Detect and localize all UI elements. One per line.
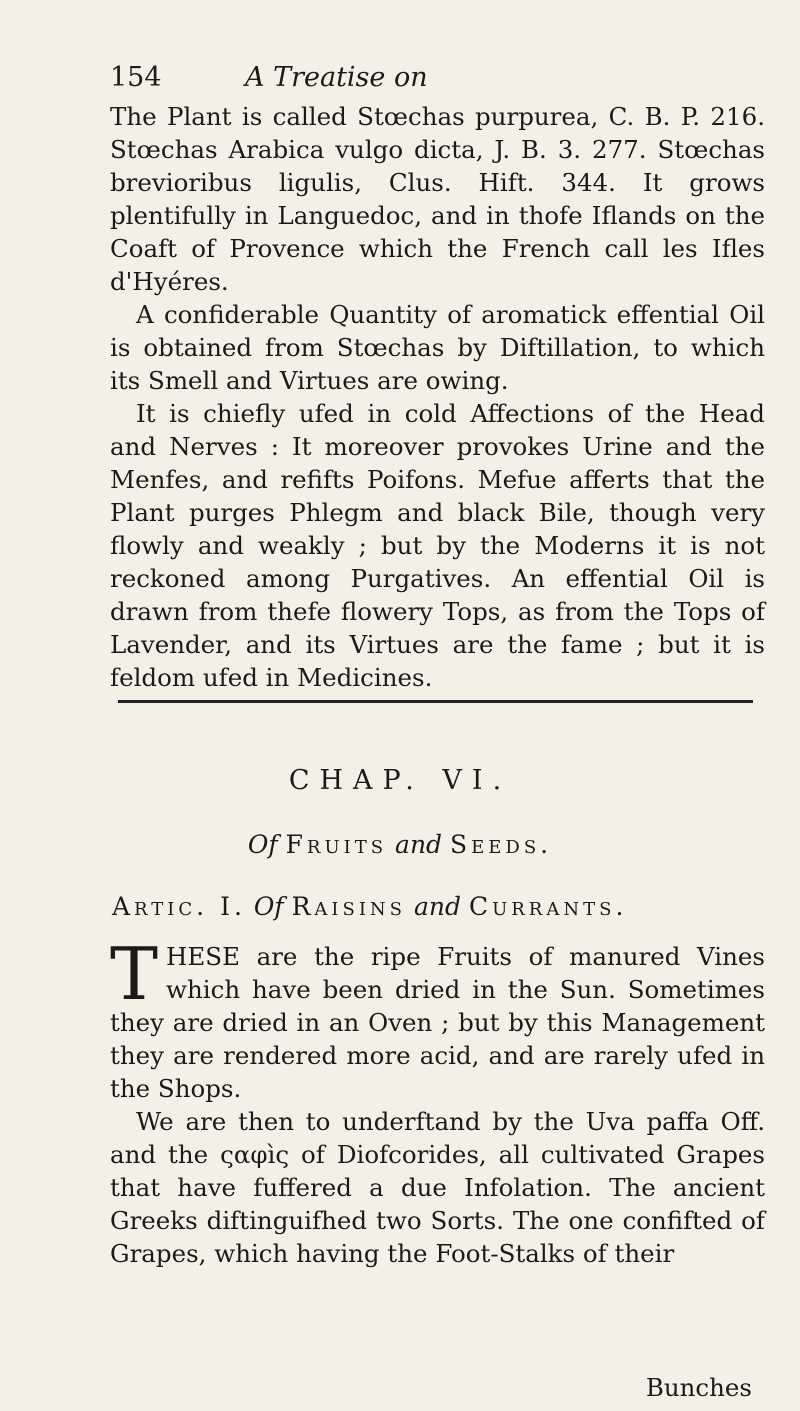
section-stoechas: [110, 100, 765, 694]
page-number: 154: [110, 62, 162, 93]
paragraph: The Plant is called Stœchas purpurea, C. B. P. 216. Stœchas Arabica vulgo dicta, J. B. 3. 277. Stœchas brevioribus ligulis, Clus. Hift. 344. It grows plentifully in Languedoc, and in thofe Iflands on the Coaft of Provence which the French call les Ifles d'Hyéres.: [110, 102, 765, 296]
paragraph: THESE are the ripe Fruits of manured Vines which have been dried in the Sun. Sometimes they are dried in an Oven ; but by this Management they are rendered more acid, and are rarely ufed in the Shops.: [110, 932, 765, 1103]
chapter-subtitle: Of Fruits and Seeds.: [247, 830, 553, 859]
paragraph: It is chiefly ufed in cold Affections of the Head and Nerves : It moreover provokes Urine and the Menfes, and refifts Poifons. Mefue afferts that the Plant purges Phlegm and black Bile, though very flowly and weakly ; but by the Moderns it is not reckoned among Purgatives. An effential Oil is drawn from thefe flowery Tops, as from the Tops of Lavender, and its Virtues are the fame ; but it is feldom ufed in Medicines.: [110, 399, 765, 692]
chapter-heading: CHAP. VI.: [288, 765, 512, 796]
catchword: Bunches: [645, 1373, 752, 1402]
drop-cap: T: [110, 932, 159, 1016]
paragraph: A confiderable Quantity of aromatick effential Oil is obtained from Stœchas by Diftillation, to which its Smell and Virtues are owing.: [110, 300, 765, 395]
paragraph: We are then to underftand by the Uva paffa Off. and the ςαφìς of Diofcorides, all cultivated Grapes that have fuffered a due Infolation. The ancient Greeks diftinguifhed two Sorts. The one confifted of Grapes, which having the Foot-Stalks of their: [110, 1107, 765, 1268]
section-divider: [118, 700, 753, 703]
article-heading: Artic. I. Of Raisins and Currants.: [112, 892, 628, 921]
running-title: A Treatise on: [245, 62, 428, 93]
page-header: [110, 62, 750, 102]
section-raisins: [110, 932, 765, 1270]
